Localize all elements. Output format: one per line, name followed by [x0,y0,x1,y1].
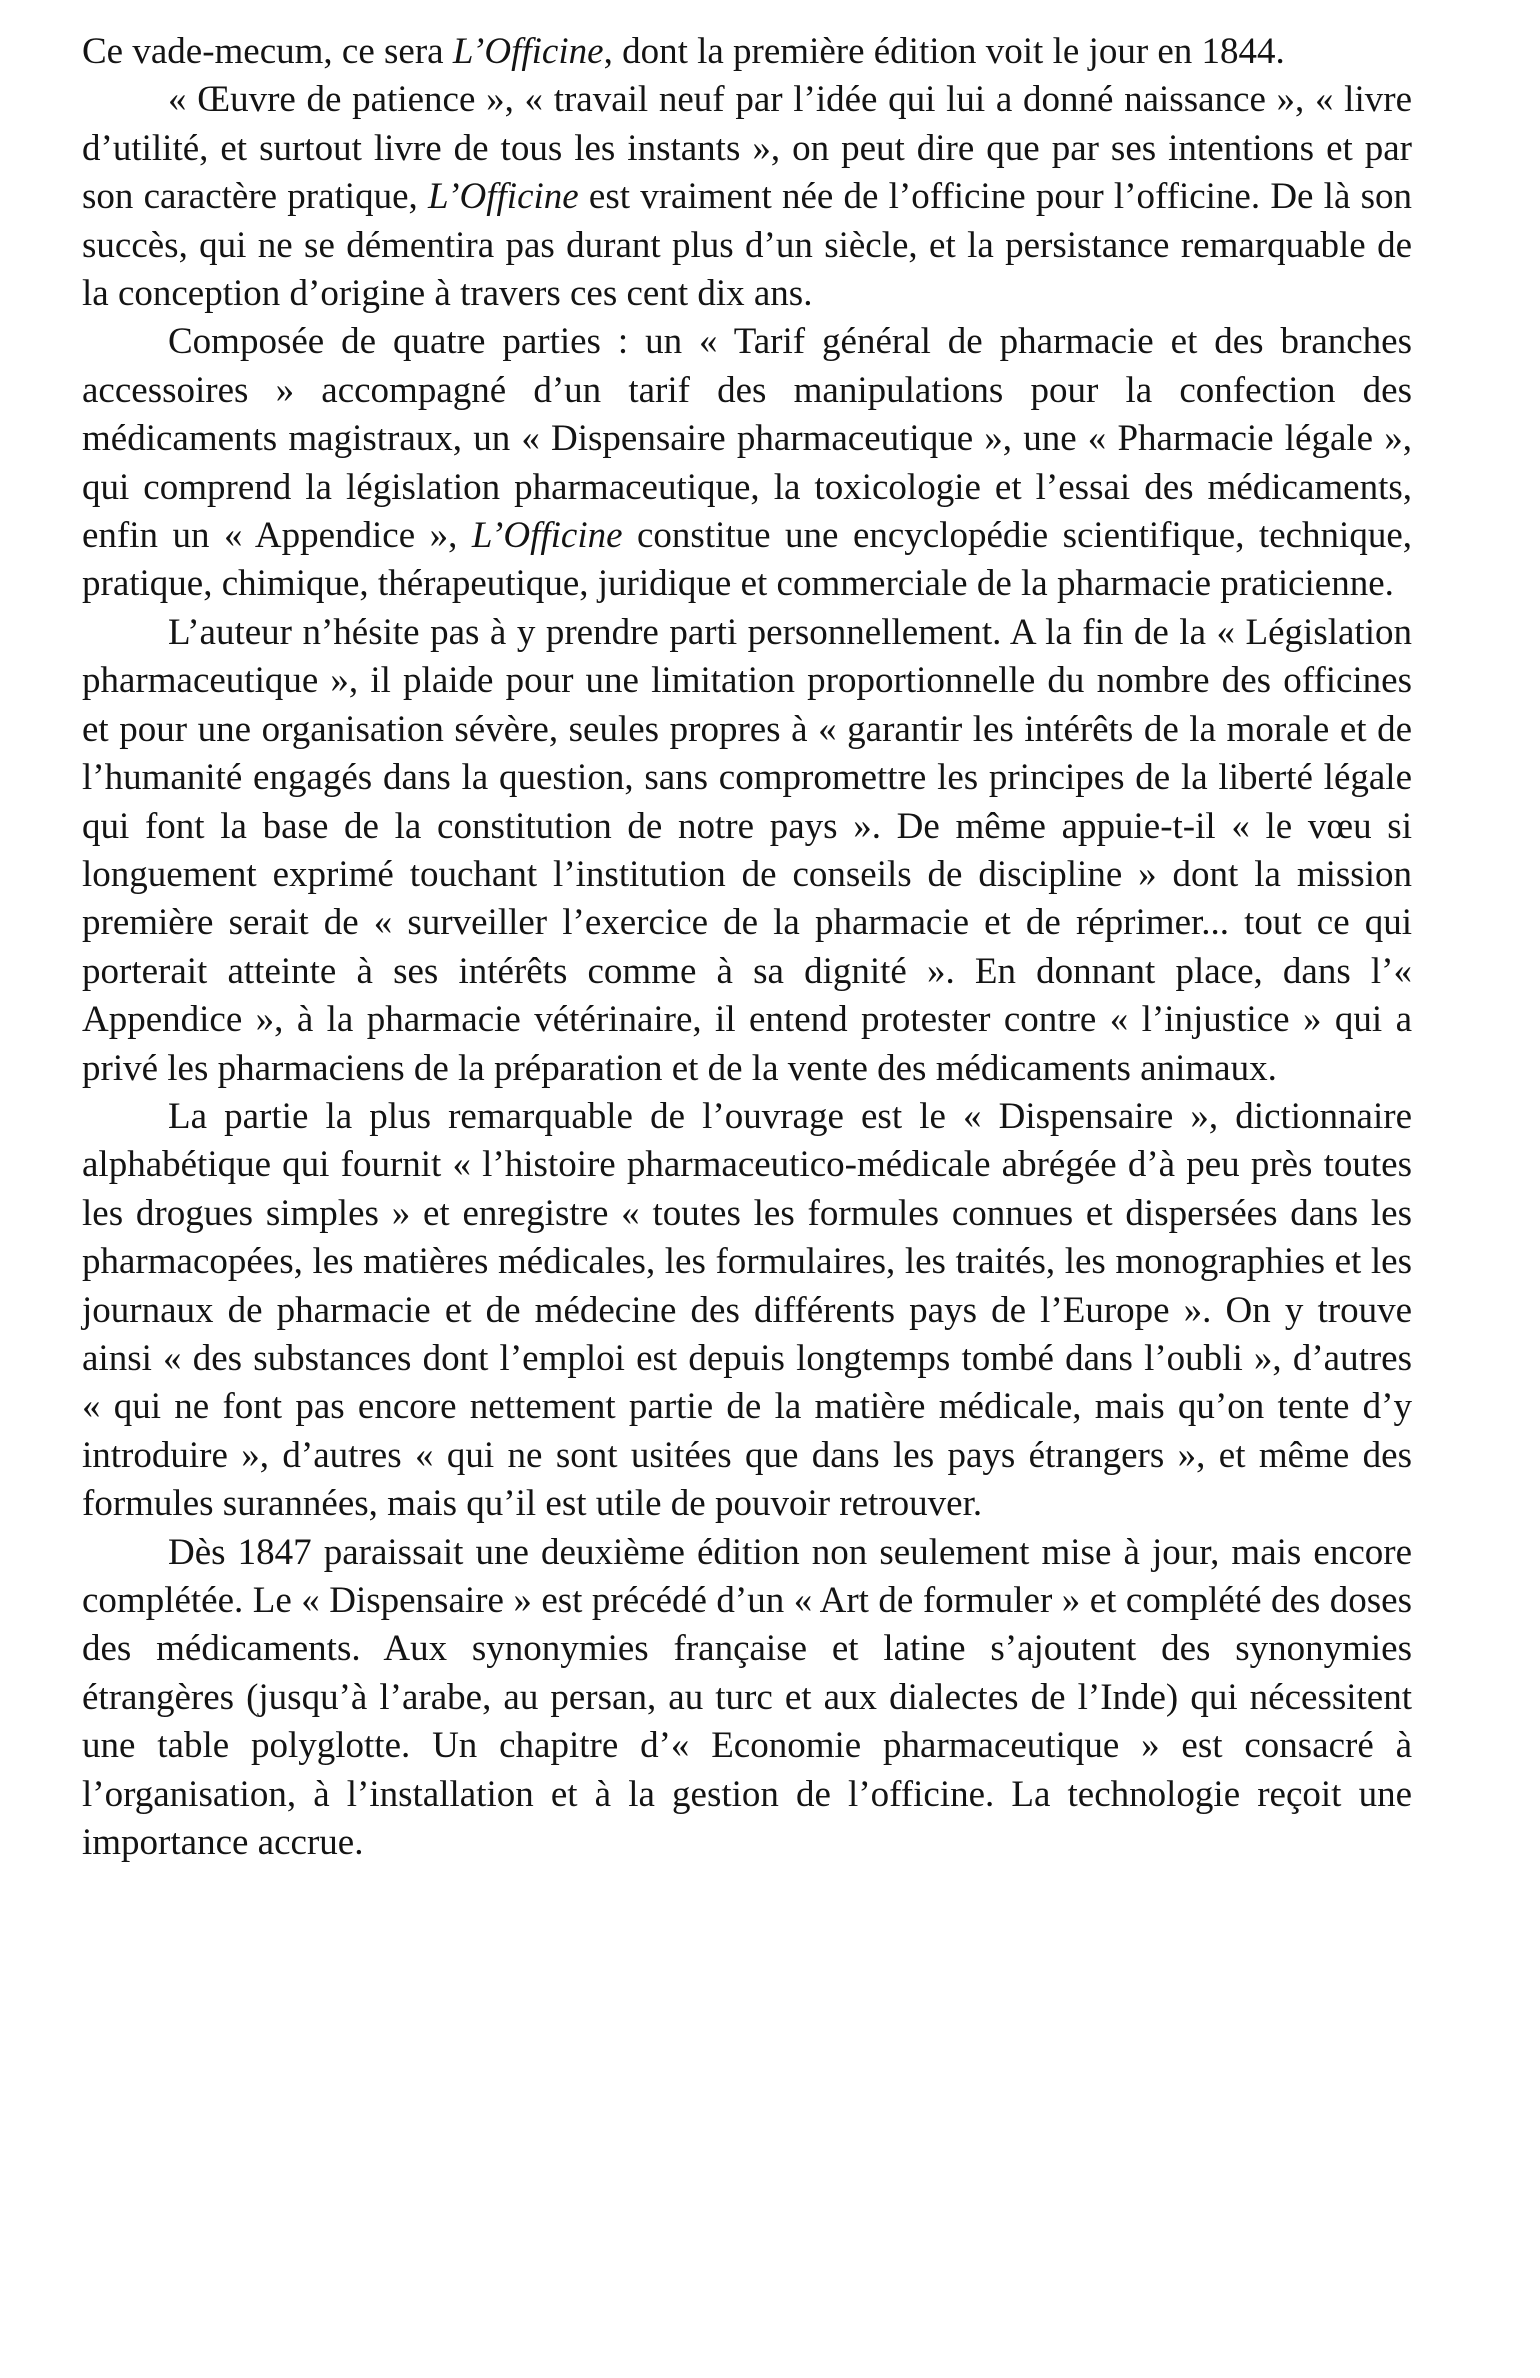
book-title-italic: L’Officine [452,31,604,72]
text-segment: « Œuvre de patience », « travail neuf par l’idée qui lui a donné naissance », « livre d’utilité, et surtout livre de tous les instants », on peut dire que par ses intentions et par son caractère pratique, [82,79,1412,218]
paragraph-4 [82,609,1412,1093]
paragraph-6 [82,1529,1412,1868]
text-segment: Dès 1847 paraissait une deuxième édition non seulement mise à jour, mais encore complétée. Le « Dispensaire » est précédé d’un « Art de formuler » et complété des doses des médicaments. Aux synonymies française et latine s’ajoutent des synonymies étrangères (jusqu’à l’arabe, au persan, au turc et aux dialectes de l’Inde) qui nécessitent une table polyglotte. Un chapitre d’« Economie pharmaceutique » est consacré à l’organisation, à l’installation et à la gestion de l’officine. La technologie reçoit une importance accrue. [82,1531,1412,1864]
book-title-italic: L’Officine [471,515,623,557]
paragraph-1 [82,28,1412,76]
document-page [82,28,1412,1867]
book-title-italic: L’Officine [427,176,579,218]
text-segment: , dont la première édition voit le jour en 1844. [603,31,1285,72]
text-segment: constitue une encyclopédie scientifique, technique, pratique, chimique, thérapeutique, juridique et commerciale de la pharmacie praticienne. [82,515,1412,605]
text-segment: La partie la plus remarquable de l’ouvrage est le « Dispensaire », dictionnaire alphabétique qui fournit « l’histoire pharmaceutico-médicale abrégée d’à peu près toutes les drogues simples » et enregistre « toutes les formules connues et dispersées dans les pharmacopées, les matières médicales, les formulaires, les traités, les monographies et les journaux de pharmacie et de médecine des différents pays de l’Europe ». On y trouve ainsi « des substances dont l’emploi est depuis longtemps tombé dans l’oubli », d’autres « qui ne font pas encore nettement partie de la matière médicale, mais qu’on tente d’y introduire », d’autres « qui ne sont usitées que dans les pays étrangers », et même des formules surannées, mais qu’il est utile de pouvoir retrouver. [82,1095,1412,1525]
text-segment: Ce vade-mecum, ce sera [82,31,453,72]
paragraph-3 [82,318,1412,608]
text-segment: Composée de quatre parties : un « Tarif général de pharmacie et des branches accessoires » accompagné d’un tarif des manipulations pour la confection des médicaments magistraux, un « Dispensaire pharmaceutique », une « Pharmacie légale », qui comprend la législation pharmaceutique, la toxicologie et l’essai des médicaments, enfin un « Appendice », [82,321,1412,557]
text-segment: est vraiment née de l’officine pour l’officine. De là son succès, qui ne se démentira pas durant plus d’un siècle, et la persistance remarquable de la conception d’origine à travers ces cent dix ans. [82,176,1412,315]
text-segment: L’auteur n’hésite pas à y prendre parti personnellement. A la fin de la « Législation pharmaceutique », il plaide pour une limitation proportionnelle du nombre des officines et pour une organisation sévère, seules propres à « garantir les intérêts de la morale et de l’humanité engagés dans la question, sans compromettre les principes de la liberté légale qui font la base de la constitution de notre pays ». De même appuie-t-il « le vœu si longuement exprimé touchant l’institution de conseils de discipline » dont la mission première serait de « surveiller l’exercice de la pharmacie et de réprimer... tout ce qui porterait atteinte à ses intérêts comme à sa dignité ». En donnant place, dans l’« Appendice », à la pharmacie vétérinaire, il entend protester contre « l’injustice » qui a privé les pharmaciens de la préparation et de la vente des médicaments animaux. [82,611,1412,1089]
paragraph-5 [82,1093,1412,1529]
paragraph-2 [82,76,1412,318]
